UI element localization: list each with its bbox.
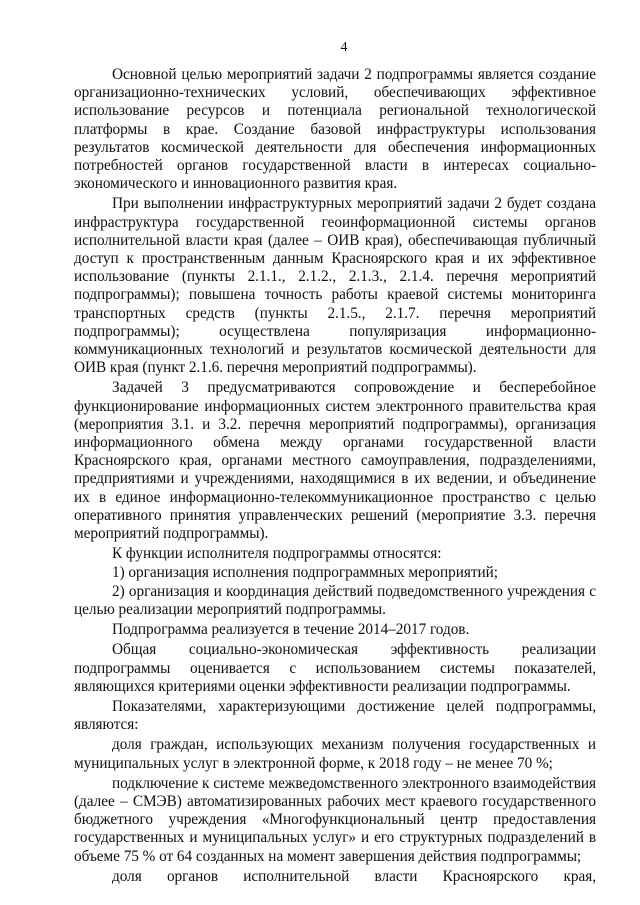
list-item-function-2: 2) организация и координация действий подведомственного учреждения с целью реализации мероприятий подпрограммы. — [74, 582, 596, 618]
list-item-function-1: 1) организация исполнения подпрограммных мероприятий; — [112, 564, 498, 582]
paragraph-efficiency: Общая социально-экономическая эффективность реализации подпрограммы оценивается с использованием системы показателей, являющихся критериями оценки эффективности реализации подпрограммы. — [74, 641, 596, 695]
paragraph-task2-infrastructure: При выполнении инфраструктурных мероприятий задачи 2 будет создана инфраструктура государственной геоинформационной системы органов исполнительной власти края (далее – ОИВ края), обеспечивающая публичный доступ к пространственным данным Красноярского края и их эффективное использование (пункты 2.1.1., 2.1.2., 2.1.3., 2.1.4. перечня мероприятий подпрограммы); повышена точность работы краевой системы мониторинга транспортных средств (пункты 2.1.5., 2.1.7. перечня мероприятий подпрограммы); осуществлена популяризация информационно-коммуникационных технологий и результатов космической деятельности для ОИВ края (пункт 2.1.6. перечня мероприятий подпрограммы). — [74, 195, 596, 377]
paragraph-implementation-period: Подпрограмма реализуется в течение 2014–2017 годов. — [112, 621, 470, 639]
page-number: 4 — [340, 40, 348, 55]
paragraph-task2-goal: Основной целью мероприятий задачи 2 подпрограммы является создание организационно-технических условий, обеспечивающих эффективное использование ресурсов и потенциала региональной технологической платформы в крае. Создание базовой инфраструктуры использования результатов космической деятельности для обеспечения информационных потребностей органов государственной власти в интересах социально-экономического и инновационного развития края. — [74, 66, 596, 193]
paragraph-task3: Задачей 3 предусматриваются сопровождение и бесперебойное функционирование информационных систем электронного правительства края (мероприятия 3.1. и 3.2. перечня мероприятий подпрограммы), организация информационного обмена между органами государственной власти Красноярского края, органами местного самоуправления, подразделениями, предприятиями и учреждениями, находящимися в их ведении, и объединение их в единое информационно-телекоммуникационное пространство с целью оперативного принятия управленческих решений (мероприятие 3.3. перечня мероприятий подпрограммы). — [74, 379, 596, 543]
paragraph-indicator-citizens-share: доля граждан, использующих механизм получения государственных и муниципальных услуг в электронной форме, к 2018 году – не менее 70 %; — [74, 736, 596, 772]
paragraph-indicator-authorities-share: доля органов исполнительной власти Красноярского края, — [112, 867, 596, 885]
paragraph-indicator-smev-connection: подключение к системе межведомственного электронного взаимодействия (далее – СМЭВ) автоматизированных рабочих мест краевого государственного бюджетного учреждения «Многофункциональный центр предоставления государственных и муниципальных услуг» и его структурных подразделений в объеме 75 % от 64 созданных на момент завершения действия подпрограммы; — [74, 774, 596, 865]
document-body — [74, 66, 596, 886]
paragraph-executor-functions-intro: К функции исполнителя подпрограммы относятся: — [112, 545, 442, 563]
paragraph-indicators-intro: Показателями, характеризующими достижение целей подпрограммы, являются: — [74, 697, 596, 734]
